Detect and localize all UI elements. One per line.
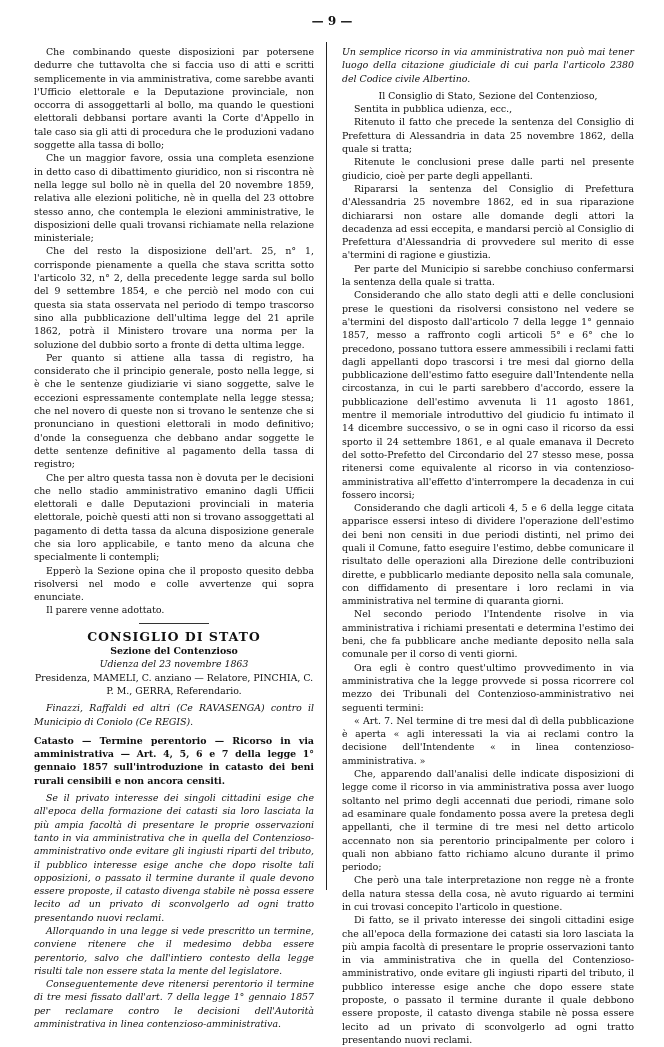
right-column xyxy=(342,46,634,1047)
paragraph: Ritenute le conclusioni prese dalle parti nel presente giudicio, cioè per parte degli appellanti. xyxy=(342,157,634,182)
section-title: CONSIGLIO DI STATO xyxy=(87,628,261,644)
page-number: — 9 — xyxy=(311,14,353,28)
column-divider xyxy=(326,42,327,890)
parties: Finazzi, Raffaldi ed altri (Ce RAVASENGA) contro il Municipio di Coniolo (Ce REGIS). xyxy=(34,703,314,728)
maxim: Conseguentemente deve ritenersi perentorio il termine di tre mesi fissato dall'art. 7 della legge 1° gennaio 1857 per reclamare contro le decisioni dell'Autorità amministrativa in linea contenzioso-amministrativa. xyxy=(34,979,314,1031)
paragraph: Considerando che allo stato degli atti e delle conclusioni prese le questioni da risolversi consistono nel vedere se a'termini del disposto dall'articolo 7 della legge 1° gennaio 1857, messo a raffronto cogli articoli 5° e 6° che lo precedono, possano tuttora essere ammessibili i reclami fatti dagli appellanti dopo trascorsi i tre mesi dal giorno della pubblicazione dell'estimo fatto eseguire dall'Intendente nella circostanza, in cui le parti sarebbero d'accordo, essere la pubblicazione dell'estimo avvenuta li 11 agosto 1861, mentre il memoriale introduttivo del giudicio fu intimato il 14 dicembre successivo, o se in ogni caso il ricorso da essi sporto il 24 settembre 1861, e al quale emanava il Decreto del sotto-Prefetto del Circondario del 27 stesso mese, possa ritenersi come equivalente al ricorso in via contenzioso-amministrativa all'effetto d'interrompere la decadenza in cui fossero incorsi; xyxy=(342,290,634,501)
paragraph: Ritenuto il fatto che precede la sentenza del Consiglio di Prefettura di Alessandria in data 25 novembre 1862, della quale si tratta; xyxy=(342,117,634,156)
paragraph: Epperò la Sezione opina che il proposto quesito debba risolversi nel modo e colle avvertenze qui sopra enunciate. xyxy=(34,565,314,604)
maxim: Allorquando in una legge si vede prescritto un termine, conviene ritenere che il medesimo debba essere perentorio, salvo che dall'intiero contesto della legge risulti tale non essere stata la mente del legislatore. xyxy=(34,926,314,977)
paragraph: Il parere venne adottato. xyxy=(46,605,165,617)
paragraph: Che combinando queste disposizioni par potersene dedurre che tuttavolta che si faccia uso di atti e scritti semplicemente in via amministrativa, come sarebbe avanti l'Ufficio elettorale e la Deputazione provinciale, non occorra di assoggettarli al bollo, ma quando le questioni elettorali debbansi portare avanti la Corte d'Appello in tale caso sia gli atti di procedura che le produzioni vadano soggette alla tassa di bollo; xyxy=(34,47,314,152)
paragraph: Considerando che dagli articoli 4, 5 e 6 della legge citata apparisce essersi inteso di dividere l'operazione dell'estimo dei beni non censiti in due periodi distinti, nel primo dei quali il Comune, fatto eseguire l'estimo, debbe comunicare il risultato delle operazioni alla Direzione delle contribuzioni dirette, e pubblicarlo mediante deposito nella sala comunale, con diffidamento di presentare i loro reclami in via amministrativa nel termine di quaranta giorni. xyxy=(342,503,634,608)
case-heading: Catasto — Termine perentorio — Ricorso in via amministrativa — Art. 4, 5, 6 e 7 della legge 1° gennaio 1857 sull'introduzione in catasto dei beni rurali censibili e non ancora censiti. xyxy=(34,735,314,787)
paragraph: Di fatto, se il privato interesse dei singoli cittadini esige che all'epoca della formazione dei catasti sia loro lasciata la più ampia facoltà di presentare le proprie osservazioni tanto in via amministrativa che in quella del Contenzioso-amministrativo, onde evitare gli ingiusti riparti del tributo, il pubblico interesse esige anche che dopo essere state proposte, o passato il termine durante il quale debbono essere proposte, il catasto divenga stabile nè possa essere lecito ad un privato di sconvolgerlo ad ogni tratto presentando nuovi reclami. xyxy=(342,915,634,1046)
maxim: Se il privato interesse dei singoli cittadini esige che all'epoca della formazione dei catasti sia loro lasciata la più ampia facoltà di presentare le proprie osservazioni tanto in via amministrativa che in quella del Contenzioso-amministrativo onde evitare gli ingiusti riparti del tributo, il pubblico interesse esige anche che dopo risolte tali opposizioni, o passato il termine durante il quale devono essere proposte, il catasto divenga stabile nè possa essere lecito ad un privato di sconvolgerlo ad ogni tratto presentando nuovi reclami. xyxy=(34,793,314,924)
law-quote: « Art. 7. Nel termine di tre mesi dal dì della pubblicazione è aperta « agli interessati la via ai reclami contro la decisione dell'Intendente « in linea contenzioso-amministrativa. » xyxy=(342,715,634,767)
section-subtitle: Sezione del Contenzioso xyxy=(110,646,238,658)
paragraph: Che però una tale interpretazione non regge nè a fronte della natura stessa della cosa, nè avuto riguardo ai termini in cui trovasi concepito l'articolo in questione. xyxy=(342,875,634,913)
hearing-date: Udienza del 23 novembre 1863 xyxy=(99,659,249,671)
paragraph: Sentita in pubblica udienza, ecc., xyxy=(354,104,513,116)
paragraph: Per quanto si attiene alla tassa di registro, ha considerato che il principio generale, posto nella legge, si è che le sentenze giudiziarie vi siano soggette, salve le eccezioni espressamente contemplate nella legge stessa; che nel novero di queste non si trovano le sentenze che si pronunciano in questioni elettorali in modo definitivo; d'onde la conseguenza che debbano andar soggette le dette sentenze definitive al pagamento della tassa di registro; xyxy=(34,352,314,471)
section-rule xyxy=(139,623,209,624)
paragraph: Ora egli è contro quest'ultimo provvedimento in via amministrativa che la legge provvede si possa ricorrere col mezzo dei Tribunali del Contenzioso-amministrativo nei seguenti termini: xyxy=(342,662,634,714)
left-column xyxy=(34,46,314,1031)
paragraph: Che del resto la disposizione dell'art. 25, n° 1, corrisponde pienamente a quella che stava scritta sotto l'articolo 32, n° 2, della precedente legge sarda sul bollo del 9 settembre 1854, e che perciò nel modo con cui questa sia stata osservata nel periodo di tempo trascorso sino alla pubblicazione dell'ultima legge del 21 aprile 1862, potrà il Ministero trovare una norma per la soluzione del dubbio sorto a fronte di detta ultima legge. xyxy=(34,246,314,351)
paragraph: Che per altro questa tassa non è dovuta per le decisioni che nello stadio amministrativo emanino dagli Ufficii elettorali e dalle Deputazioni provinciali in materia elettorale, poichè questi atti non si trovano assoggettati al pagamento di detta tassa da alcuna disposizione generale che sia loro applicabile, e tanto meno da alcuna che specialmente li contempli; xyxy=(34,472,314,564)
public-ministry: P. M., GERRA, Referendario. xyxy=(106,685,242,697)
court-name: Il Consiglio di Stato, Sezione del Contenzioso, xyxy=(378,90,598,102)
paragraph: Che, apparendo dall'analisi delle indicate disposizioni di legge come il ricorso in via amministrativa possa aver luogo soltanto nel primo degli accennati due periodi, rimane solo ad esaminare quale fondamento possa avere la pretesa degli appellanti, che il termine di tre mesi nel detto articolo accennato non sia perentorio principalmente per coloro i quali non abbiano fatto richiamo alcuno durante il primo periodo; xyxy=(342,769,634,874)
presidency: Presidenza, MAMELI, C. anziano — Relatore, PINCHIA, C. xyxy=(34,672,314,684)
maxim: Un semplice ricorso in via amministrativa non può mai tener luogo della citazione giudiciale di cui parla l'articolo 2380 del Codice civile Albertino. xyxy=(342,47,634,85)
paragraph: Che un maggior favore, ossia una completa esenzione in detto caso di dibattimento giuridico, non si riscontra nè nella legge sul bollo nè in quella del 20 novembre 1859, relativa alle elezioni politiche, nè in quella del 23 ottobre stesso anno, che contempla le elezioni amministrative, le disposizioni delle quali trovansi richiamate nella relazione ministeriale; xyxy=(34,153,314,245)
paragraph: Nel secondo periodo l'Intendente risolve in via amministrativa i richiami presentati e determina l'estimo dei beni, che fa pubblicare anche mediante deposito nella sala comunale per il corso di venti giorni. xyxy=(342,609,634,661)
paragraph: Per parte del Municipio si sarebbe conchiuso confermarsi la sentenza della quale si tratta. xyxy=(342,263,634,289)
paragraph: Ripararsi la sentenza del Consiglio di Prefettura d'Alessandria 25 novembre 1862, ed in sua riparazione dichiararsi non ostare alle domande degli attori la decadenza ad essi eccepita, e mandarsi perciò al Consiglio di Prefettura d'Alessandria di provvedere sul merito di esse a'termini di ragione e giustizia. xyxy=(342,183,634,262)
